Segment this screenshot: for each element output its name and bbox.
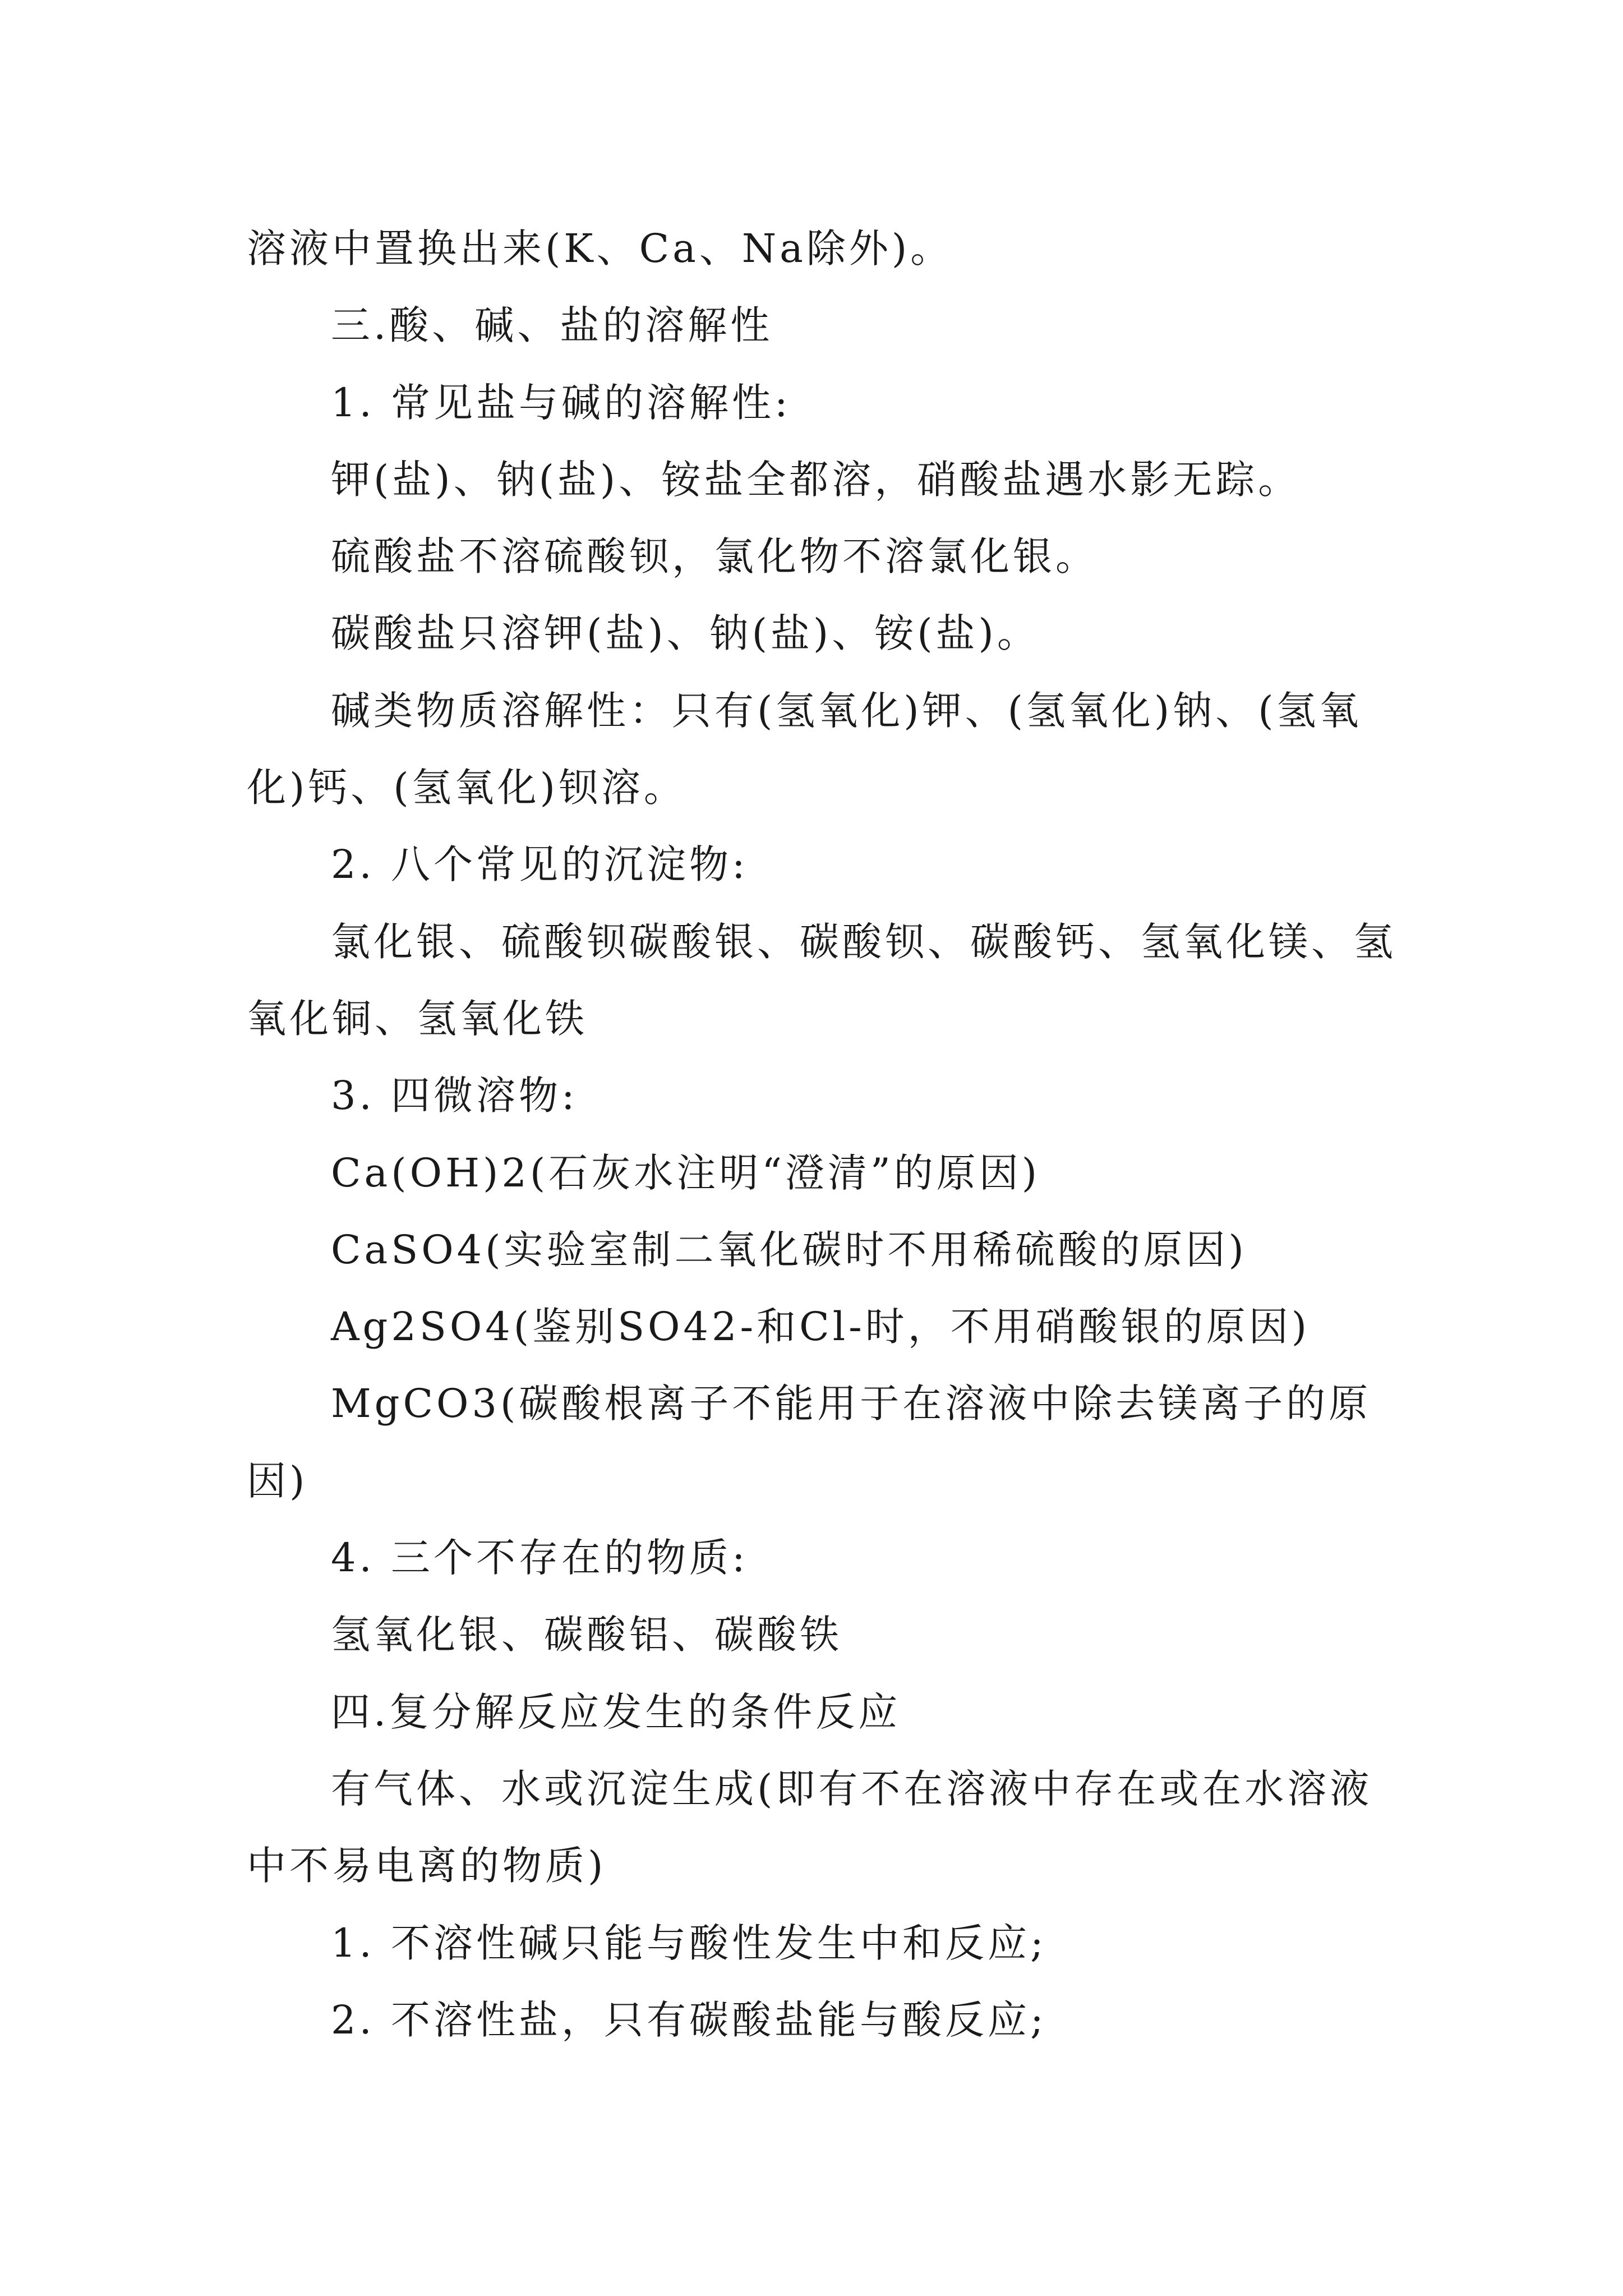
paragraph: Ca(OH)2(石灰水注明“澄清”的原因) — [331, 1149, 1041, 1196]
document-body — [247, 210, 1402, 2059]
section-heading: 三.酸、碱、盐的溶解性 — [331, 302, 773, 349]
paragraph: CaSO4(实验室制二氧化碳时不用稀硫酸的原因) — [331, 1226, 1247, 1273]
paragraph: 碱类物质溶解性：只有(氢氧化)钾、(氢氧化)钠、(氢氧化)钙、(氢氧化)钡溶。 — [247, 687, 1362, 811]
paragraph: 有气体、水或沉淀生成(即有不在溶液中存在或在水溶液中不易电离的物质) — [247, 1765, 1373, 1889]
subsection-heading: 1. 常见盐与碱的溶解性: — [331, 379, 791, 426]
paragraph: Ag2SO4(鉴别SO42-和Cl-时，不用硝酸银的原因) — [331, 1304, 1311, 1350]
paragraph: MgCO3(碳酸根离子不能用于在溶液中除去镁离子的原因) — [247, 1381, 1372, 1504]
paragraph: 氢氧化银、碳酸铝、碳酸铁 — [331, 1612, 842, 1658]
paragraph: 溶液中置换出来(K、Ca、Na除外)。 — [247, 226, 953, 272]
subsection-heading: 3. 四微溶物: — [331, 1073, 578, 1119]
paragraph: 氯化银、硫酸钡碳酸银、碳酸钡、碳酸钙、氢氧化镁、氢氧化铜、氢氧化铁 — [247, 918, 1396, 1042]
subsection-heading: 4. 三个不存在的物质: — [331, 1535, 749, 1581]
paragraph: 硫酸盐不溶硫酸钡，氯化物不溶氯化银。 — [331, 533, 1098, 580]
subsection-heading: 2. 八个常见的沉淀物: — [331, 841, 749, 888]
paragraph: 1. 不溶性碱只能与酸性发生中和反应; — [331, 1920, 1047, 1966]
paragraph: 碳酸盐只溶钾(盐)、钠(盐)、铵(盐)。 — [331, 610, 1040, 657]
paragraph: 钾(盐)、钠(盐)、铵盐全都溶，硝酸盐遇水影无踪。 — [331, 456, 1301, 503]
section-heading: 四.复分解反应发生的条件反应 — [331, 1688, 901, 1735]
paragraph: 2. 不溶性盐，只有碳酸盐能与酸反应; — [331, 1996, 1047, 2043]
